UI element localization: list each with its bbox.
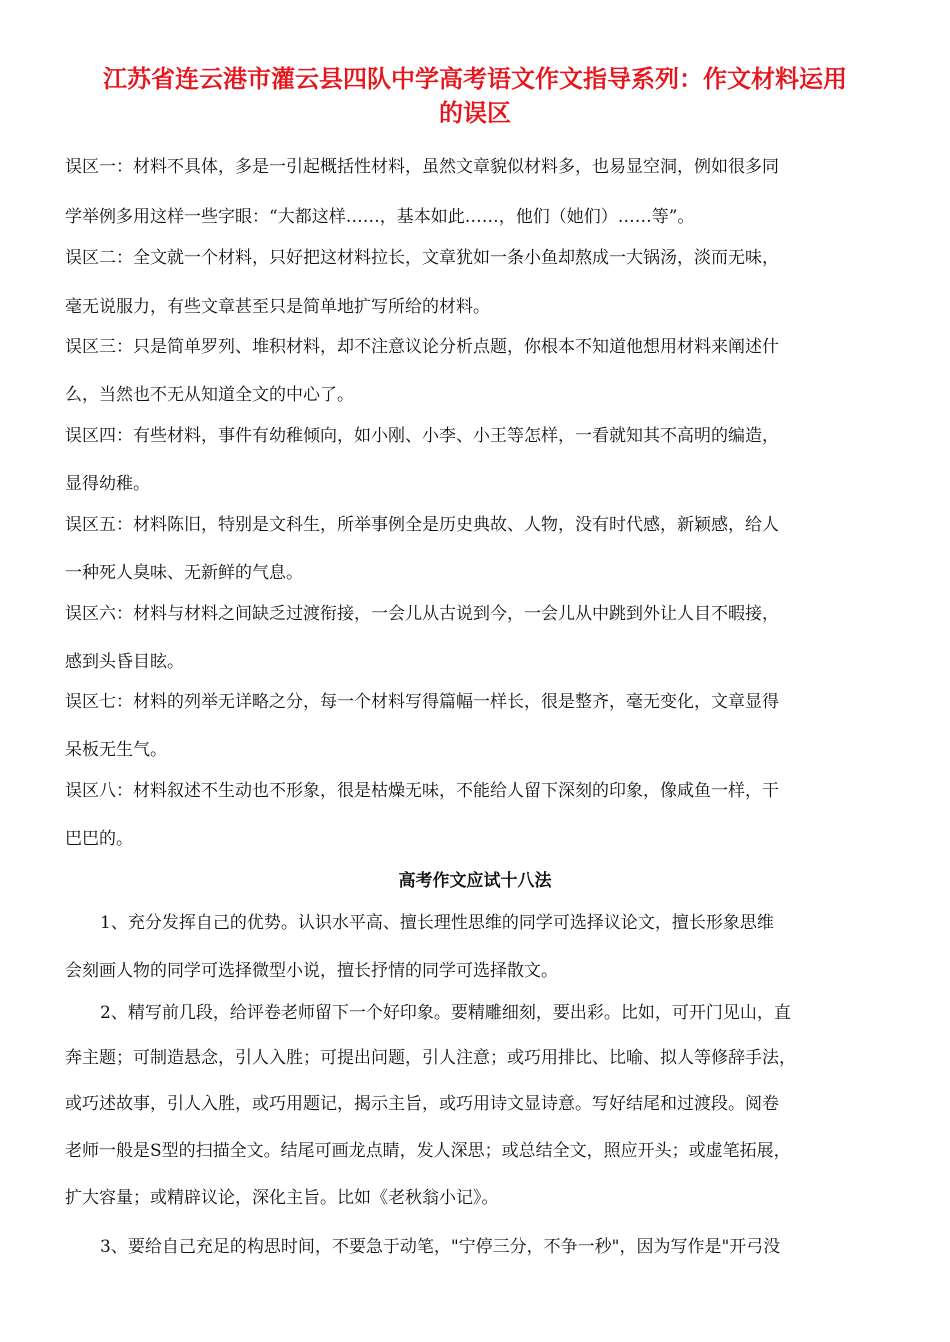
- method-2-line-2: 奔主题；可制造悬念，引人入胜；可提出问题，引人注意；或巧用排比、比喻、拟人等修辞手法，: [65, 1048, 796, 1068]
- misconception-6-line-2: 感到头昏目眩。: [65, 652, 184, 672]
- method-1-line-1: 1、充分发挥自己的优势。认识水平高、擅长理性思维的同学可选择议论文，擅长形象思维: [100, 913, 774, 933]
- misconception-3-line-2: 么，当然也不无从知道全文的中心了。: [65, 385, 354, 405]
- misconception-7-line-2: 呆板无生气。: [65, 740, 167, 760]
- misconception-4-line-1: 误区四：有些材料，事件有幼稚倾向，如小刚、小李、小王等怎样，一看就知其不高明的编造，: [65, 426, 779, 446]
- method-2-line-1: 2、精写前几段，给评卷老师留下一个好印象。要精雕细刻，要出彩。比如，可开门见山，直: [100, 1003, 791, 1023]
- misconception-2-line-2: 毫无说服力，有些文章甚至只是简单地扩写所给的材料。: [65, 297, 490, 317]
- misconception-1-line-2: 学举例多用这样一些字眼：“大都这样……，基本如此……，他们（她们）……等”。: [65, 207, 695, 227]
- misconception-3-line-1: 误区三：只是简单罗列、堆积材料，却不注意议论分析点题，你根本不知道他想用材料来阐述什: [65, 337, 779, 357]
- misconception-8-line-2: 巴巴的。: [65, 829, 133, 849]
- section-title: 高考作文应试十八法: [398, 871, 552, 891]
- method-2-line-5: 扩大容量；或精辟议论，深化主旨。比如《老秋翁小记》。: [65, 1188, 499, 1208]
- title-line-1: 江苏省连云港市灌云县四队中学高考语文作文指导系列：作文材料运用: [103, 65, 847, 93]
- misconception-2-line-1: 误区二：全文就一个材料，只好把这材料拉长，文章犹如一条小鱼却熬成一大锅汤，淡而无味，: [65, 248, 779, 268]
- misconception-8-line-1: 误区八：材料叙述不生动也不形象，很是枯燥无味，不能给人留下深刻的印象，像咸鱼一样，干: [65, 781, 779, 801]
- misconception-4-line-2: 显得幼稚。: [65, 474, 150, 494]
- misconception-5-line-2: 一种死人臭味、无新鲜的气息。: [65, 563, 303, 583]
- method-2-line-3: 或巧述故事，引人入胜，或巧用题记，揭示主旨，或巧用诗文显诗意。写好结尾和过渡段。阅卷: [65, 1094, 779, 1114]
- misconception-5-line-1: 误区五：材料陈旧，特别是文科生，所举事例全是历史典故、人物，没有时代感，新颖感，给人: [65, 515, 779, 535]
- method-1-line-2: 会刻画人物的同学可选择微型小说，擅长抒情的同学可选择散文。: [65, 961, 558, 981]
- misconception-7-line-1: 误区七：材料的列举无详略之分，每一个材料写得篇幅一样长，很是整齐，毫无变化，文章显得: [65, 692, 779, 712]
- document-title: [60, 62, 890, 130]
- method-3-line-1: 3、要给自己充足的构思时间，不要急于动笔，"宁停三分，不争一秒"，因为写作是"开弓没: [100, 1237, 781, 1257]
- misconception-1-line-1: 误区一：材料不具体，多是一引起概括性材料，虽然文章貌似材料多，也易显空洞，例如很多同: [65, 157, 779, 177]
- title-line-2: 的误区: [439, 99, 511, 127]
- misconception-6-line-1: 误区六：材料与材料之间缺乏过渡衔接，一会儿从古说到今，一会儿从中跳到外让人目不暇接，: [65, 604, 779, 624]
- method-2-line-4: 老师一般是S型的扫描全文。结尾可画龙点睛，发人深思；或总结全文，照应开头；或虚笔拓展，: [65, 1141, 791, 1161]
